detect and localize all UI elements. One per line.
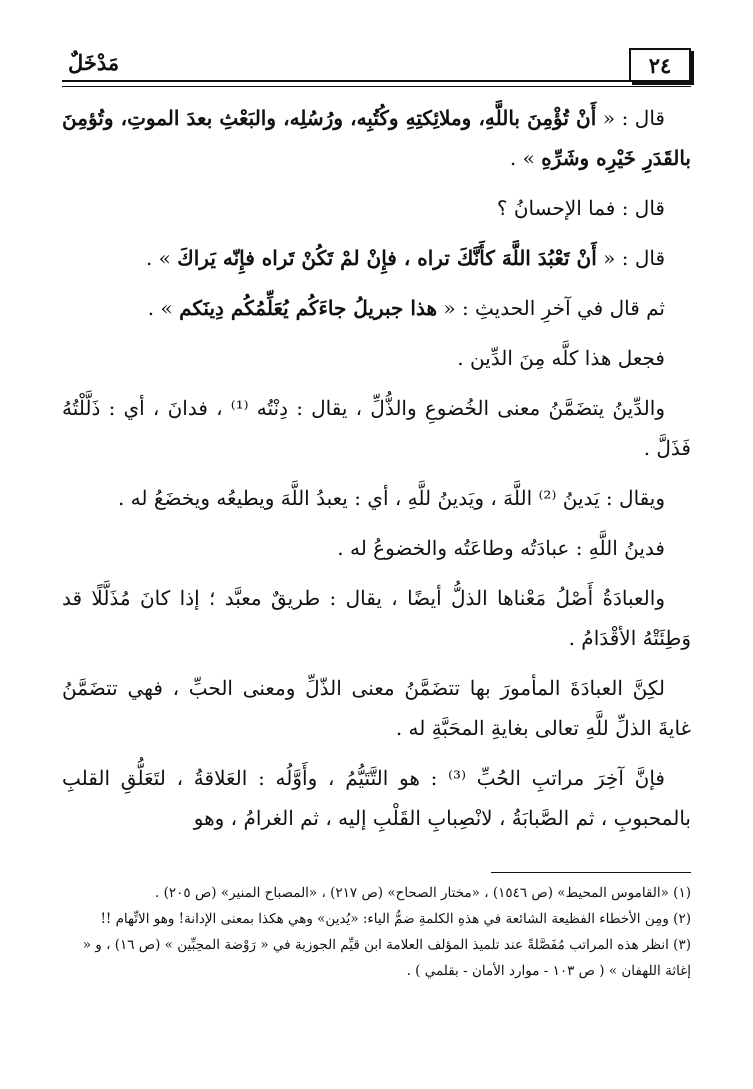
page-number: ٢٤ [629,48,691,82]
paragraph-din-meaning: والدِّينُ يتضَمَّنُ معنى الخُضوعِ والذُّلِّ ، يقال : دِنْتُه ⁽¹⁾ ، فدانَ ، أي : ذَلَّلْتُهُ فَذَلَّ . [62,396,691,460]
footnote-3: (٣) انظر هذه المراتب مُفَصَّلةً عند تلميذ المؤلف العلامة ابن قيِّم الجوزية في « رَوْضة المحِبِّين » (ص ١٦) ، و « إغاثة اللهفان » ( ص ١٠٣ - موارد الأمان - بقلمي ) . [82,937,691,979]
paragraph-ihsan-answer [62,238,691,278]
header-rule [62,80,691,87]
main-text [62,98,691,848]
paragraph-jibril [62,288,691,328]
hadith-quote: أَنْ تُؤْمِنَ باللَّهِ، وملائِكتِهِ وكُتُبِه، ورُسُلِه، والبَعْثِ بعدَ الموتِ، وتُؤمِنَ بالقَدَرِ خَيْرِه وشَرِّهِ [62,106,691,170]
footnote-1: (١) «القاموس المحيط» (ص ١٥٤٦) ، «مختار الصحاح» (ص ٢١٧) ، «المصباح المنير» (ص ٢٠٥) . [155,885,691,901]
hadith-quote: أَنْ تَعْبُدَ اللَّهَ كأَنَّكَ تراه ، فإِنْ لمْ تَكُنْ تَراه فإِنّه يَراكَ [177,246,597,270]
page-header [62,44,691,84]
paragraph-lead: قال : « [596,106,665,130]
paragraph-love-levels: فإنَّ آخِرَ مراتبِ الحُبِّ ⁽³⁾ : هو التَّتَيُّمُ ، وأَوَّلُه : العَلاقةُ ، لتَعَلُّقِ القلبِ بالمحبوبِ ، ثم الصَّبابَةُ ، لانْصِبابِ القَلْبِ إليه ، ثم الغرامُ ، وهو [62,766,691,830]
paragraph-ibadah-love: لكِنَّ العبادَةَ المأمورَ بها تتضَمَّنُ معنى الذّلِّ ومعنى الحبِّ ، فهي تتضَمَّنُ غايةَ الذلِّ للَّهِ تعالى بغايةِ المحَبَّةِ له . [62,676,691,740]
footnotes [62,880,691,984]
paragraph-yadin: ويقال : يَدينُ ⁽²⁾ اللَّهَ ، ويَدينُ للَّهِ ، أي : يعبدُ اللَّهَ ويطيعُه ويخضَعُ له . [117,486,665,510]
paragraph-iman [62,98,691,178]
footnote-2: (٢) ومِن الأخطاء الفظيعة الشائعة في هذهِ الكلمةِ ضمُّ الياء: «يُدين» وهي هكذا بمعنى الإدانة! وهو الاتِّهام !! [100,911,691,927]
paragraph-tail: » . [509,146,542,170]
footnote-rule [491,872,691,873]
paragraph-ihsan-question: قال : فما الإحسانُ ؟ [496,196,665,220]
paragraph-tail: » . [147,296,180,320]
paragraph-tail: » . [145,246,178,270]
hadith-quote: هذا جبريلُ جاءَكُم يُعَلِّمُكُم دِينَكم [179,296,437,320]
running-title: مَدْخَلٌ [68,50,120,75]
paragraph-lead: ثم قال في آخرِ الحديثِ : « [437,296,665,320]
paragraph-din-allah: فدينُ اللَّهِ : عبادَتُه وطاعَتُه والخضوعُ له . [337,536,665,560]
paragraph-lead: قال : « [596,246,665,270]
paragraph-religion: فجعل هذا كلَّه مِنَ الدِّين . [457,346,665,370]
paragraph-ibadah: والعبادَةُ أَصْلُ مَعْناها الذلُّ أيضًا ، يقال : طريقٌ معبَّد ؛ إذا كانَ مُذَلَّلًا قد وَطِئَتْهُ الأقْدَامُ . [62,586,691,650]
